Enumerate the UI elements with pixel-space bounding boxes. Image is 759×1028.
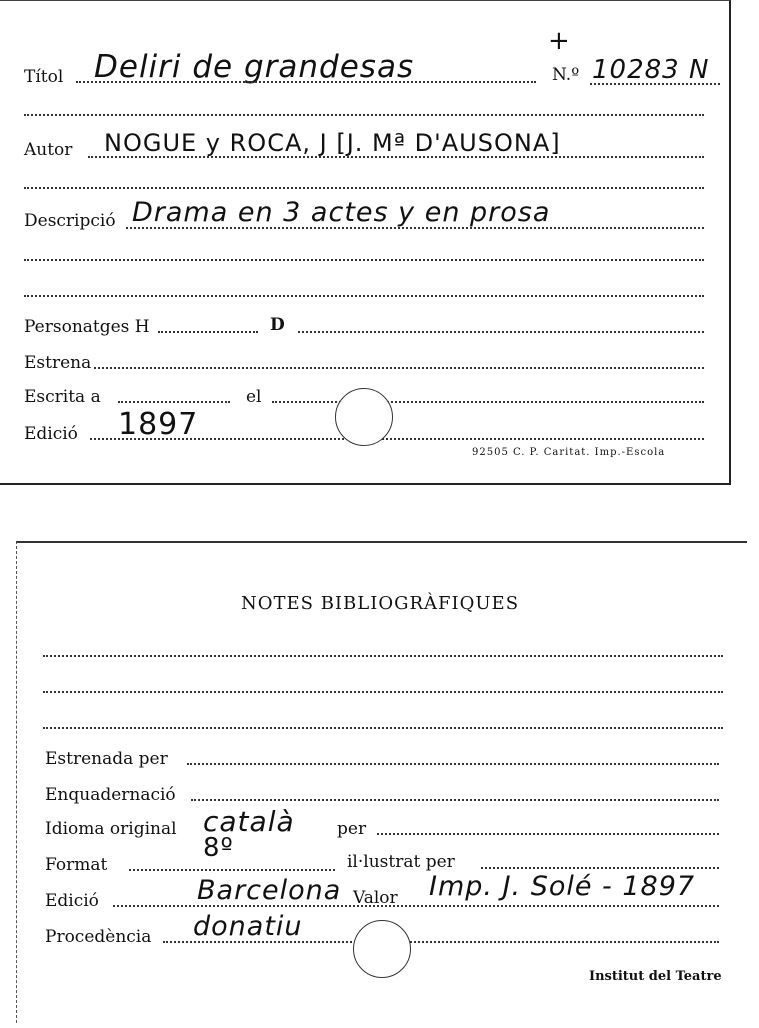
punch-hole [353,920,411,978]
format-line [129,869,335,871]
numero-label: N.º [552,65,580,85]
procedencia-line [163,941,719,943]
blank-line [43,727,723,729]
personatges-label: Personatges H [24,317,150,337]
personatges-d-label: D [270,315,285,335]
autor-line [88,156,704,158]
punch-hole [335,388,393,446]
blank-line [24,259,704,261]
escrita-line [118,401,230,403]
descripcio-label: Descripció [24,211,116,231]
numero-value: 10283 N [592,55,710,85]
blank-line [24,295,704,297]
illustrat-label: il·lustrat per [347,852,455,872]
edicio-value: 1897 [118,407,199,442]
personatges-d-line [298,331,704,333]
estrena-line [94,367,704,369]
per-label: per [337,819,367,839]
titol-line [76,81,536,83]
illustrat-line [481,867,719,869]
format-value: 8º [203,833,234,863]
edicio2-line [113,905,719,907]
edicio-line [90,438,704,440]
blank-line [24,114,704,116]
per-line [377,833,719,835]
titol-value: Deliri de grandesas [94,49,415,85]
procedencia-value: donatiu [193,911,303,942]
enquadernacio-label: Enquadernació [45,785,176,805]
edicio-label: Edició [24,424,78,444]
idioma-label: Idioma original [45,819,177,839]
estrena-label: Estrena [24,353,92,373]
autor-label: Autor [24,140,73,160]
titol-label: Títol [24,67,64,87]
edicio2-value: Barcelona [197,875,342,906]
blank-line [43,691,723,693]
descripcio-line [126,227,704,229]
blank-line [24,187,704,189]
procedencia-label: Procedència [45,927,152,947]
el-label: el [246,387,262,407]
el-line [272,401,704,403]
valor-value: Imp. J. Solé - 1897 [429,871,696,902]
autor-value: NOGUE y ROCA, J [J. Mª D'AUSONA] [104,129,561,157]
notes-heading: NOTES BIBLIOGRÀFIQUES [241,593,520,614]
estrenada-label: Estrenada per [45,749,168,769]
blank-line [43,655,723,657]
descripcio-value: Drama en 3 actes y en prosa [132,197,551,228]
edicio2-label: Edició [45,891,99,911]
format-label: Format [45,855,108,875]
estrenada-line [187,763,719,765]
catalog-card-front [0,0,731,485]
enquadernacio-line [191,799,719,801]
escrita-label: Escrita a [24,387,101,407]
institut-stamp: Institut del Teatre [589,969,722,984]
idioma-value: català [203,805,295,838]
numero-line [590,83,720,85]
cross-mark: + [548,26,571,56]
personatges-h-line [158,331,258,333]
printer-imprint: 92505 C. P. Caritat. Imp.-Escola [472,447,666,458]
catalog-card-back [16,541,747,1023]
valor-label: Valor [353,888,398,908]
